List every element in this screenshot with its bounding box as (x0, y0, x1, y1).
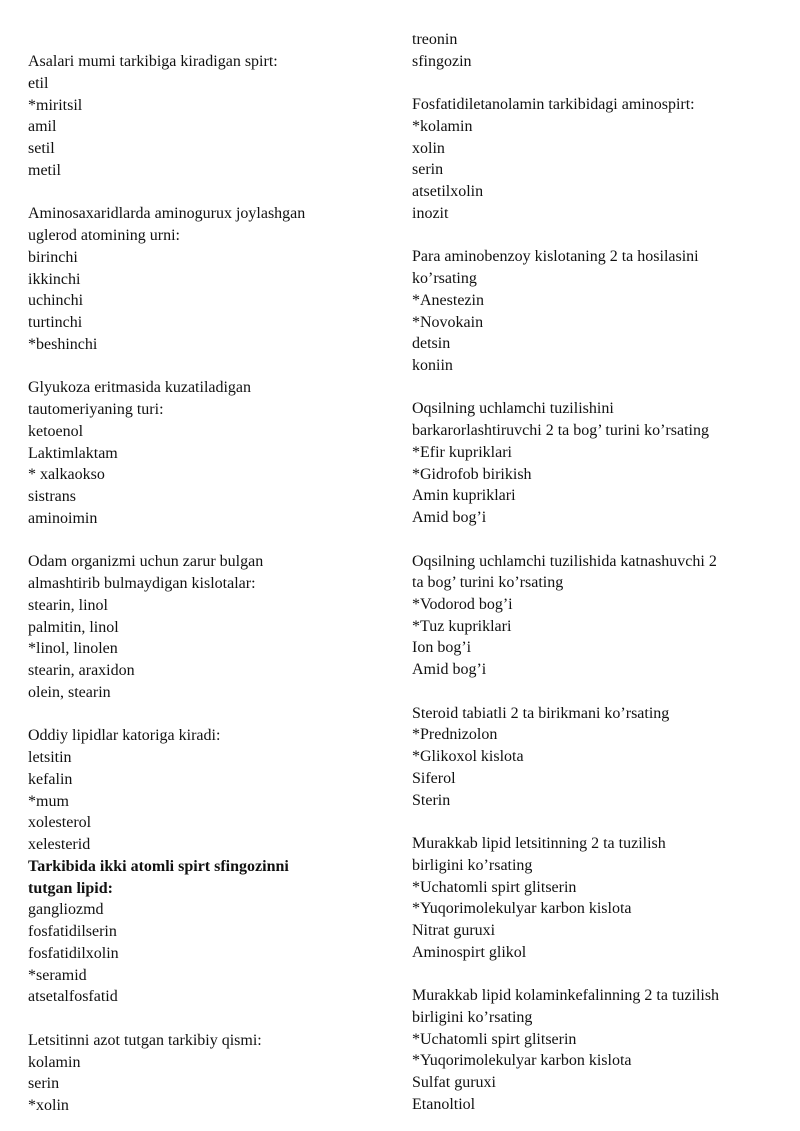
text-line: setil (28, 140, 55, 157)
text-line: Odam organizmi uchun zarur bulgan (28, 553, 264, 571)
text-line: koniin (412, 356, 453, 374)
text-line: sistrans (28, 488, 76, 505)
text-line: Amid bog’i (412, 509, 487, 527)
text-line: Nitrat guruxi (412, 921, 496, 939)
text-line: almashtirib bulmaydigan kislotalar: (28, 575, 256, 592)
text-line: ta bog’ turini ko’rsating (412, 574, 564, 592)
text-line: Etanoltiol (412, 1095, 476, 1113)
text-line: fosfatidilxolin (28, 944, 119, 962)
text-line: *miritsil (28, 96, 83, 114)
text-line: sfingozin (412, 52, 472, 70)
text-line: Para aminobenzoy kislotaning 2 ta hosilasini (412, 248, 699, 266)
text-line: Murakkab lipid letsitinning 2 ta tuzilish (412, 835, 666, 852)
text-line: Aminospirt glikol (412, 943, 527, 961)
text-line: *Prednizolon (412, 726, 498, 744)
text-line: *beshinchi (28, 335, 98, 353)
text-line: uglerod atomining urni: (28, 227, 180, 244)
text-line: Laktimlaktam (28, 444, 118, 462)
text-line: Ion bog’i (412, 639, 472, 657)
text-line: Oqsilning uchlamchi tuzilishida katnashuvchi 2 (412, 552, 717, 570)
text-line: Tarkibida ikki atomli spirt sfingozinni (28, 857, 289, 875)
text-line: letsitin (28, 749, 72, 766)
text-line: serin (28, 1075, 60, 1093)
text-line: Aminosaxaridlarda aminogurux joylashgan (28, 205, 306, 223)
text-line: kefalin (28, 770, 73, 788)
text-line: metil (28, 161, 61, 179)
text-line: treonin (412, 31, 458, 48)
text-line: Fosfatidiletanolamin tarkibidagi aminospirt: (412, 96, 695, 114)
text-line: *Glikoxol kislota (412, 748, 524, 766)
text-line: *kolamin (412, 117, 473, 135)
text-line: *Novokain (412, 313, 484, 331)
text-line: kolamin (28, 1053, 81, 1071)
text-line: *Yuqorimolekulyar karbon kislota (412, 900, 632, 918)
text-line: xelesterid (28, 836, 91, 853)
text-line: ketoenol (28, 422, 84, 440)
text-line: Amin kupriklari (412, 487, 516, 505)
text-line: *Efir kupriklari (412, 443, 512, 461)
text-line: amil (28, 118, 57, 136)
text-line: *Anestezin (412, 291, 484, 309)
text-line: *Gidrofob birikish (412, 465, 532, 483)
text-line: serin (412, 161, 444, 179)
text-line: Oqsilning uchlamchi tuzilishini (412, 400, 614, 418)
text-line: *seramid (28, 966, 87, 984)
text-line: etil (28, 74, 49, 92)
text-line: turtinchi (28, 314, 83, 331)
text-line: tutgan lipid: (28, 879, 113, 897)
text-line: *linol, linolen (28, 640, 118, 658)
text-line: *Uchatomli spirt glitserin (412, 1030, 577, 1048)
text-line: gangliozmd (28, 901, 104, 919)
text-line: ko’rsating (412, 270, 477, 287)
text-line: *Yuqorimolekulyar karbon kislota (412, 1052, 632, 1070)
text-line: Steroid tabiatli 2 ta birikmani ko’rsating (412, 704, 670, 722)
text-line: *Uchatomli spirt glitserin (412, 878, 577, 896)
text-line: Asalari mumi tarkibiga kiradigan spirt: (28, 53, 278, 70)
text-line: *xolin (28, 1097, 69, 1114)
text-line: xolesterol (28, 814, 92, 832)
text-line: Sulfat guruxi (412, 1074, 496, 1091)
text-line: atsetalfosfatid (28, 988, 118, 1006)
text-line: Glyukoza eritmasida kuzatiladigan (28, 379, 252, 397)
text-line: *Vodorod bog’i (412, 596, 513, 613)
text-line: birligini ko’rsating (412, 1008, 533, 1026)
text-line: Murakkab lipid kolaminkefalinning 2 ta tuzilish (412, 987, 720, 1005)
text-line: fosfatidilserin (28, 923, 117, 940)
text-line: inozit (412, 204, 449, 222)
text-line: palmitin, linol (28, 618, 119, 636)
text-line: detsin (412, 335, 451, 353)
text-line: birligini ko’rsating (412, 856, 533, 874)
text-line: tautomeriyaning turi: (28, 401, 164, 418)
text-line: Oddiy lipidlar katoriga kiradi: (28, 727, 221, 745)
text-line: *mum (28, 792, 69, 810)
text-line: birinchi (28, 248, 78, 266)
text-line: barkarorlashtiruvchi 2 ta bog’ turini ko’rsating (412, 422, 709, 440)
text-line: aminoimin (28, 509, 98, 527)
text-line: Siferol (412, 769, 456, 787)
text-line: ikkinchi (28, 270, 81, 288)
text-line: Sterin (412, 791, 451, 809)
text-line: olein, stearin (28, 683, 111, 701)
text-line: uchinchi (28, 292, 84, 310)
text-line: atsetilxolin (412, 183, 484, 201)
text-line: stearin, linol (28, 596, 108, 614)
text-line: xolin (412, 139, 445, 157)
text-line: Letsitinni azot tutgan tarkibiy qismi: (28, 1031, 262, 1049)
text-line: Amid bog’i (412, 661, 487, 679)
text-line: stearin, araxidon (28, 662, 135, 679)
text-line: * xalkaokso (28, 466, 105, 484)
text-line: *Tuz kupriklari (412, 617, 512, 635)
